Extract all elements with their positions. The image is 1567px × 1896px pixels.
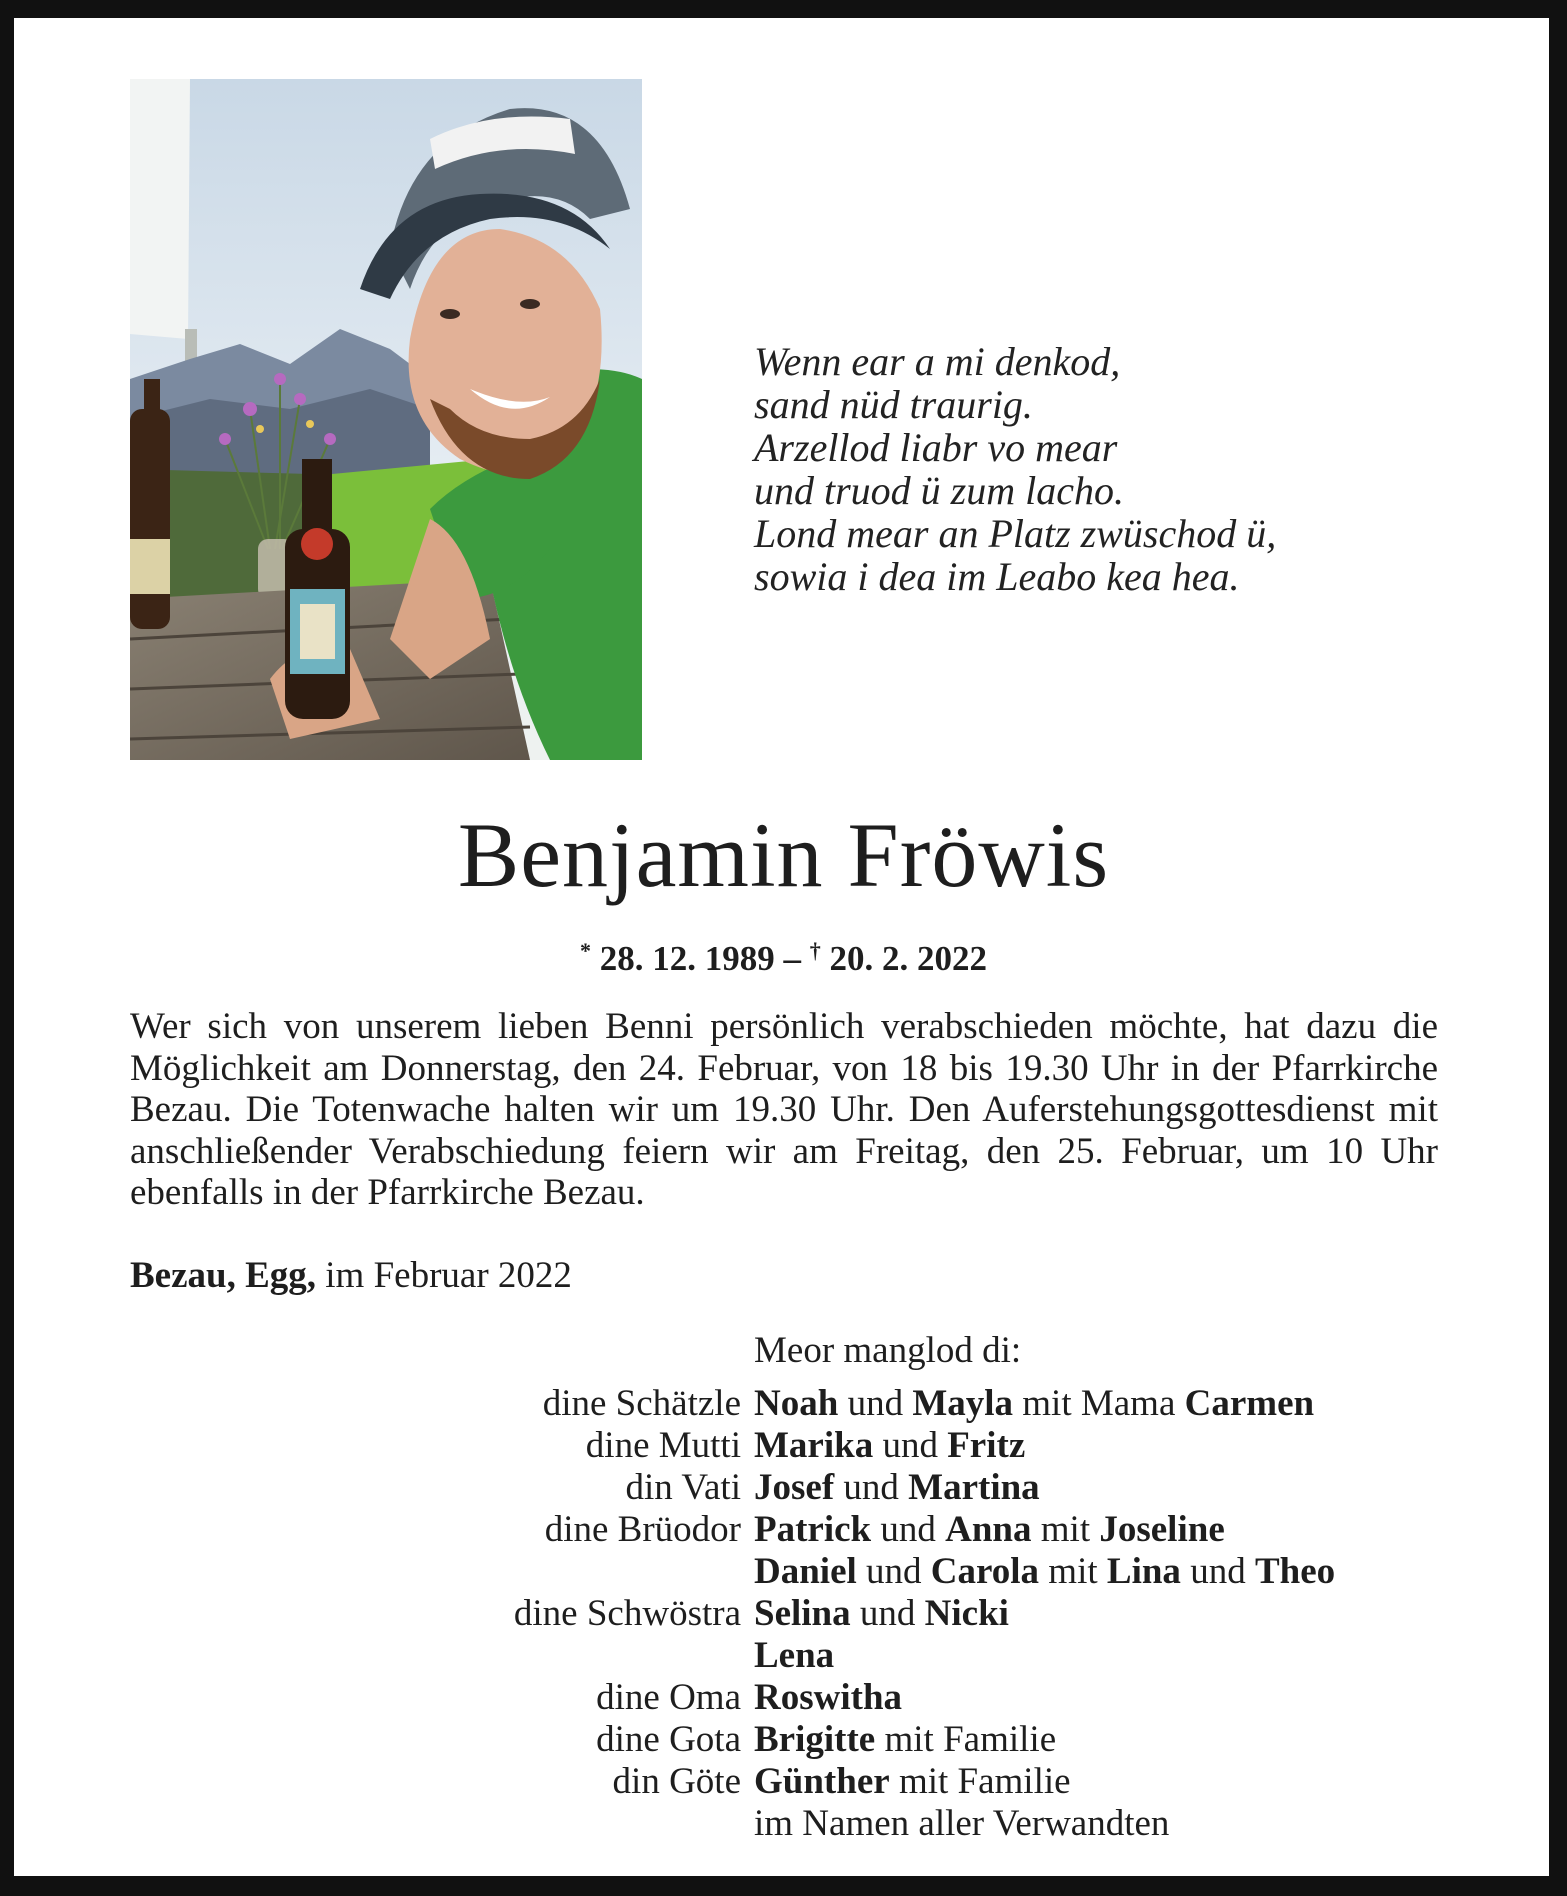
mourner-name: Carmen: [1184, 1383, 1315, 1424]
mourner-name: Fritz: [947, 1425, 1026, 1466]
mourner-names: [754, 1761, 1071, 1803]
deceased-name: Benjamin Fröwis: [457, 804, 1110, 906]
mourner-names: [754, 1425, 1025, 1467]
mourner-connector: und: [850, 1593, 925, 1634]
mourner-row: [0, 1509, 1549, 1551]
mourner-name: Mayla: [912, 1383, 1014, 1424]
mourner-names: [754, 1509, 1225, 1551]
mourner-relation: dine Schwöstra: [513, 1593, 741, 1634]
mourner-connector: und: [1180, 1551, 1255, 1592]
mourner-relation: dine Oma: [596, 1677, 741, 1718]
mourner-connector: mit Familie: [889, 1761, 1071, 1802]
death-date: 20. 2. 2022: [829, 939, 987, 978]
mourner-relation: dine Gota: [596, 1719, 741, 1760]
poem-line: Lond mear an Platz zwüschod ü,: [754, 511, 1277, 556]
mourner-row: [0, 1761, 1549, 1803]
mourner-row: [0, 1467, 1549, 1509]
mourner-connector: mit: [1031, 1509, 1100, 1550]
life-dates: [0, 929, 1567, 981]
mourner-name: Selina: [754, 1593, 851, 1634]
mourner-relation: din Göte: [612, 1761, 741, 1802]
mourner-names: [754, 1677, 902, 1719]
mourner-name: Lina: [1106, 1551, 1181, 1592]
mourner-name: Günther: [754, 1761, 890, 1802]
mourner-name: Daniel: [754, 1551, 857, 1592]
mourner-connector: mit: [1039, 1551, 1107, 1592]
mourner-connector: mit Mama: [1013, 1383, 1185, 1424]
birth-date: 28. 12. 1989: [599, 939, 775, 978]
place-names: Bezau, Egg,: [130, 1255, 317, 1296]
mourner-name: Noah: [754, 1383, 839, 1424]
mourners-heading: Meor manglod di:: [754, 1330, 1022, 1371]
mourner-name: Roswitha: [754, 1677, 903, 1718]
mourner-names: [754, 1551, 1335, 1593]
portrait-photo: [130, 79, 642, 760]
mourner-connector: und: [856, 1551, 931, 1592]
poem-line: Arzellod liabr vo mear: [754, 425, 1118, 470]
mourner-connector: und: [834, 1467, 909, 1508]
mourner-connector: und: [838, 1383, 913, 1424]
mourner-relation: din Vati: [625, 1467, 741, 1508]
mourner-name: Josef: [754, 1467, 835, 1508]
mourner-name: Carola: [930, 1551, 1040, 1592]
mourner-name: Anna: [945, 1509, 1032, 1550]
mourner-name: Brigitte: [754, 1719, 876, 1760]
poem: [754, 340, 1276, 598]
mourner-relation: dine Brüodor: [544, 1509, 741, 1550]
mourner-name: Joseline: [1099, 1509, 1225, 1550]
mourner-row: [0, 1803, 1549, 1845]
mourner-name: Marika: [754, 1425, 874, 1466]
poem-line: und truod ü zum lacho.: [754, 468, 1124, 513]
mourner-row: [0, 1719, 1549, 1761]
place-date: im Februar 2022: [316, 1255, 572, 1296]
mourner-name: Patrick: [754, 1509, 872, 1550]
mourner-names: [754, 1803, 1169, 1845]
place-and-date: [130, 1254, 572, 1298]
poem-line: sand nüd traurig.: [754, 382, 1033, 427]
mourner-name: Theo: [1254, 1551, 1336, 1592]
mourner-row: [0, 1635, 1549, 1677]
mourner-names: [754, 1383, 1314, 1425]
mourner-row: [0, 1593, 1549, 1635]
mourner-name: Nicki: [924, 1593, 1009, 1634]
mourner-name: Lena: [754, 1635, 835, 1676]
mourner-connector: mit Familie: [875, 1719, 1057, 1760]
mourner-row: [0, 1425, 1549, 1467]
funeral-announcement-text: Wer sich von unserem lieben Benni persönlich verabschieden möchte, hat dazu die Möglichkeit am Donnerstag, den 24. Februar, von 18 bis 19.30 Uhr in der Pfarrkirche Bezau. Die Totenwache halten wir um 19.30 Uhr. Den Auferstehungsgottesdienst mit anschließender Verabschiedung feiern wir am Freitag, den 25. Februar, um 10 Uhr ebenfalls in der Pfarrkirche Bezau.: [130, 1006, 1438, 1213]
mourner-connector: und: [873, 1425, 948, 1466]
mourner-relation: dine Schätzle: [542, 1383, 741, 1424]
mourner-relation: dine Mutti: [585, 1425, 741, 1466]
mourner-name: Martina: [908, 1467, 1040, 1508]
mourner-names: [754, 1467, 1040, 1509]
date-separator: –: [783, 939, 801, 978]
mourner-row: [0, 1383, 1549, 1425]
mourner-names: [754, 1719, 1056, 1761]
mourner-row: [0, 1677, 1549, 1719]
mourner-connector: und: [871, 1509, 946, 1550]
poem-line: sowia i dea im Leabo kea hea.: [754, 554, 1240, 599]
mourner-row: [0, 1551, 1549, 1593]
death-symbol: †: [809, 938, 821, 963]
mourner-connector: im Namen aller Verwandten: [754, 1803, 1170, 1844]
mourner-names: [754, 1593, 1009, 1635]
birth-symbol: *: [580, 938, 591, 963]
poem-line: Wenn ear a mi denkod,: [754, 339, 1121, 384]
mourner-names: [754, 1635, 834, 1677]
